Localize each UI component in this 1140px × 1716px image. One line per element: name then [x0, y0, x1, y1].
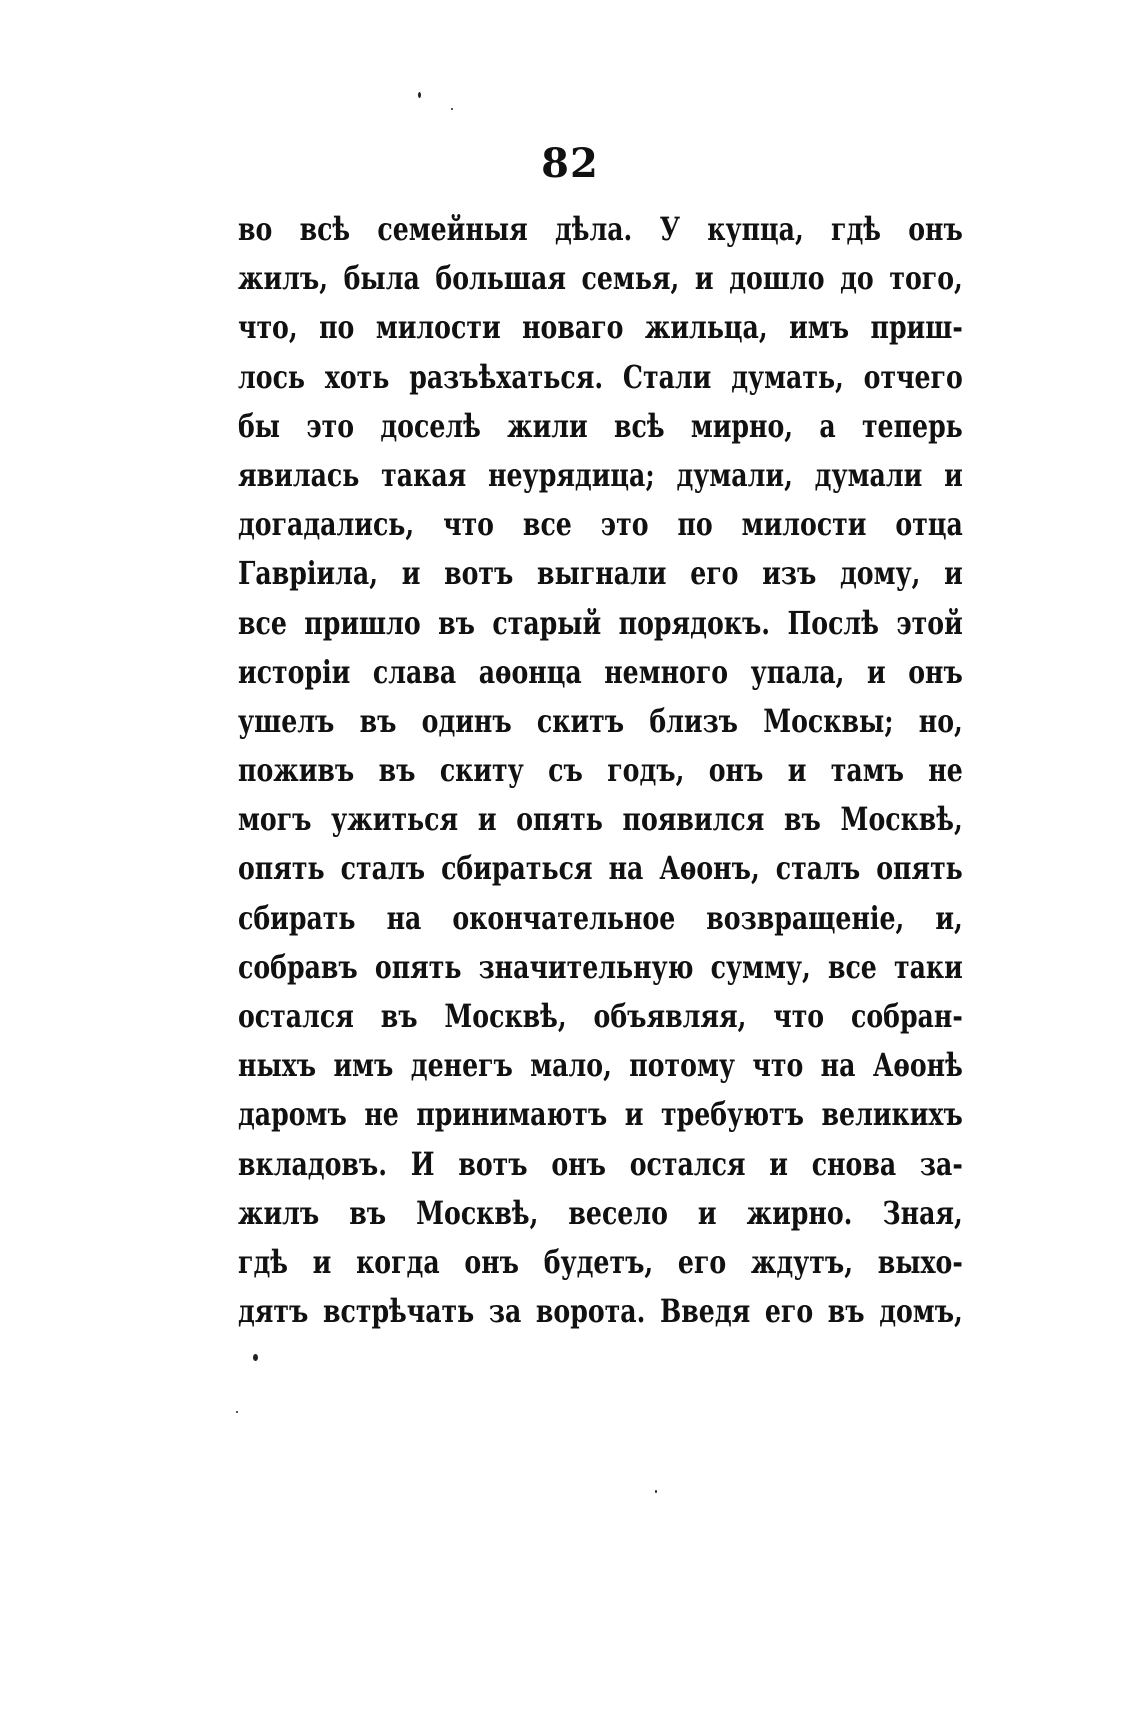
- text-line: гдѣ и когда онъ будетъ, его ждутъ, выхо-: [238, 1243, 963, 1281]
- scan-speck: [236, 1411, 238, 1413]
- scan-speck: [253, 1354, 258, 1361]
- text-line: ушелъ въ одинъ скитъ близъ Москвы; но,: [238, 702, 963, 740]
- text-line: ныхъ имъ денегъ мало, потому что на Аѳонѣ: [238, 1047, 963, 1085]
- text-line: догадались, что все это по милости отца: [238, 506, 963, 544]
- text-line: поживъ въ скиту съ годъ, онъ и тамъ не: [238, 752, 963, 790]
- text-line: что, по милости новаго жильца, имъ приш-: [238, 309, 963, 347]
- text-line: все пришло въ старый порядокъ. Послѣ этой: [238, 604, 963, 642]
- text-line: явилась такая неурядица; думали, думали и: [238, 456, 963, 494]
- text-line: Гавріила, и вотъ выгнали его изъ дому, и: [238, 555, 963, 593]
- text-line: вкладовъ. И вотъ онъ остался и снова за-: [238, 1145, 963, 1183]
- body-text: [238, 205, 963, 1336]
- text-line: исторіи слава аѳонца немного упала, и онъ: [238, 653, 963, 691]
- text-line: во всѣ семейныя дѣла. У купца, гдѣ онъ: [238, 211, 963, 248]
- text-line: бы это доселѣ жили всѣ мирно, а теперь: [238, 407, 963, 445]
- scan-speck: [451, 108, 453, 110]
- text-line: опять сталъ сбираться на Аѳонъ, сталъ опять: [238, 850, 963, 888]
- text-line: сбирать на окончательное возвращеніе, и,: [238, 899, 963, 937]
- scan-speck: [655, 1490, 657, 1493]
- text-line: собравъ опять значительную сумму, все таки: [238, 948, 963, 986]
- text-line: остался въ Москвѣ, объявляя, что собран-: [238, 998, 963, 1035]
- page-number: 82: [541, 140, 599, 187]
- text-line: жилъ, была большая семья, и дошло до того,: [238, 260, 963, 298]
- text-line: лось хоть разъѣхаться. Стали думать, отчего: [238, 358, 963, 396]
- text-line: жилъ въ Москвѣ, весело и жирно. Зная,: [238, 1194, 963, 1232]
- scan-speck: [418, 92, 421, 98]
- text-line: даромъ не принимаютъ и требуютъ великихъ: [238, 1096, 963, 1134]
- text-line: дятъ встрѣчать за ворота. Введя его въ домъ,: [238, 1293, 963, 1331]
- text-line: могъ ужиться и опять появился въ Москвѣ,: [238, 801, 963, 839]
